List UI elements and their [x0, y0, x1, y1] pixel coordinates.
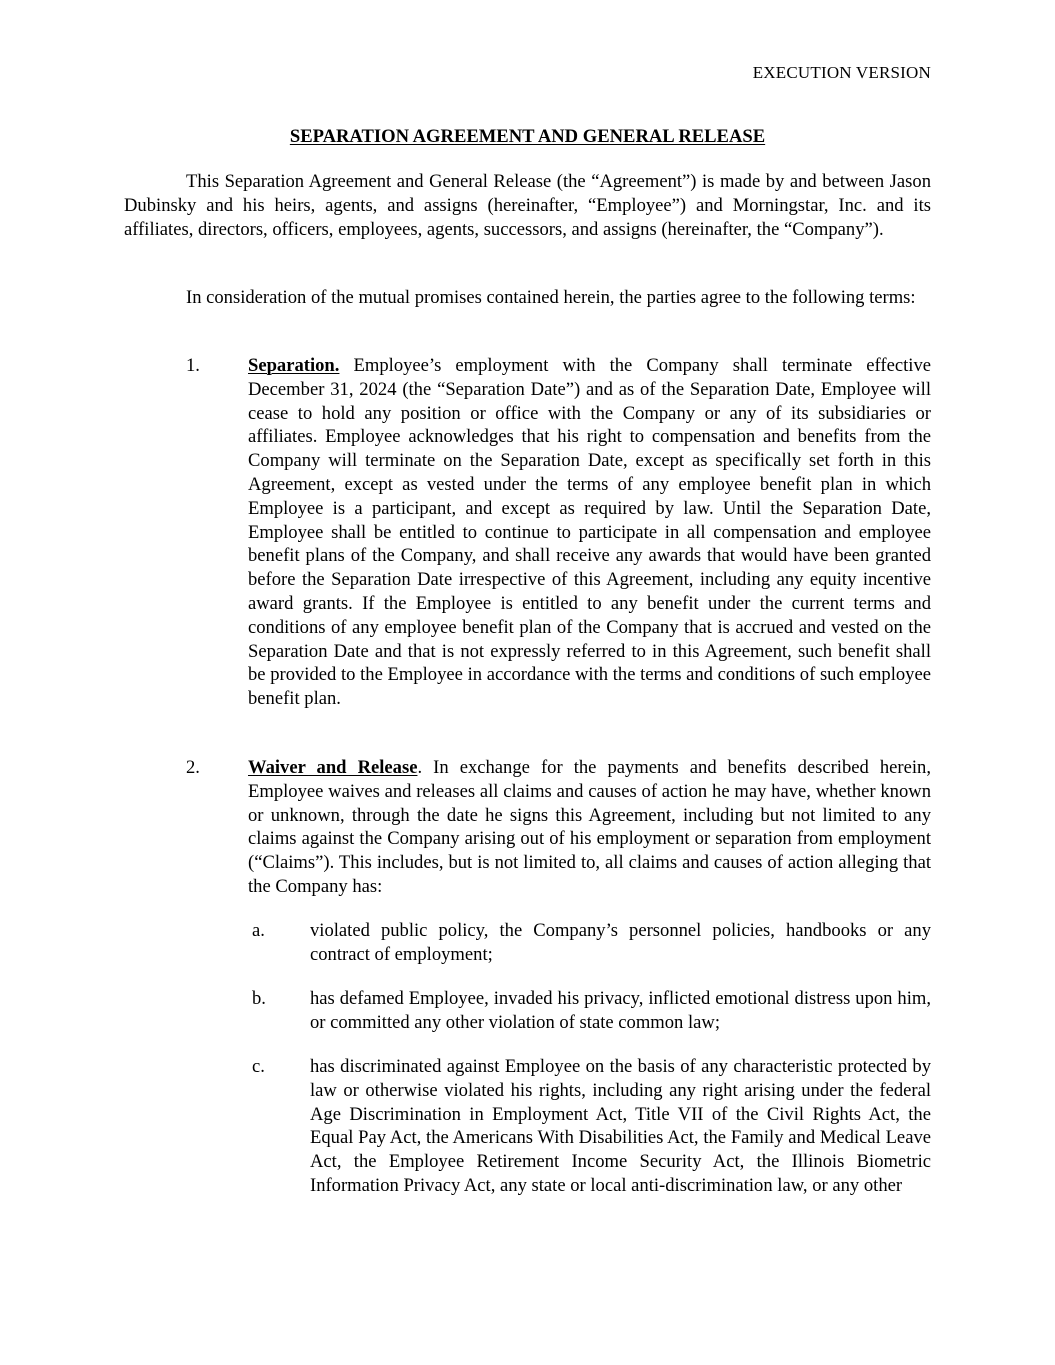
section-heading: Waiver and Release — [248, 757, 418, 778]
section-number: 1. — [186, 355, 200, 376]
section-body — [248, 756, 931, 899]
document-title: SEPARATION AGREEMENT AND GENERAL RELEASE — [289, 126, 766, 147]
section-text: Employee’s employment with the Company shall terminate effective December 31, 2024 (the “Separation Date”) and as of the Separation Date, Employee will cease to hold any position or office with the Company or any of its subsidiaries or affiliates. Employee acknowledges that his right to compensation and benefits from the Company will terminate on the Separation Date, except as specifically set forth in this Agreement, except as vested under the terms of any employee benefit plan in which Employee is a participant, and except as required by law. Until the Separation Date, Employee shall be entitled to continue to participate in all compensation and employee benefit plans of the Company, and shall receive any awards that would have been granted before the Separation Date irrespective of this Agreement, including any equity incentive award grants. If the Employee is entitled to any benefit under the current terms and conditions of any employee benefit plan of the Company that is accrued and vested on the Separation Date and that is not expressly referred to in this Agreement, such benefit shall be provided to the Employee in accordance with the terms and conditions of such employee benefit plan. — [248, 355, 931, 710]
subsection-b — [124, 987, 931, 1035]
section-separation — [124, 354, 931, 711]
subsection-text: violated public policy, the Company’s personnel policies, handbooks or any contract of employment; — [310, 920, 931, 965]
subsection-letter: c. — [252, 1056, 265, 1077]
section-number: 2. — [186, 757, 200, 778]
intro-paragraph: This Separation Agreement and General Release (the “Agreement”) is made by and between Jason Dubinsky and his heirs, agents, and assigns (hereinafter, “Employee”) and Morningstar, Inc. and its affiliates, directors, officers, employees, agents, successors, and assigns (hereinafter, the “Company”). — [124, 171, 931, 240]
subsection-a — [124, 919, 931, 967]
consideration-paragraph: In consideration of the mutual promises contained herein, the parties agree to the following terms: — [186, 287, 916, 308]
subsection-letter: a. — [252, 920, 265, 941]
section-body — [248, 354, 931, 711]
execution-version-label: EXECUTION VERSION — [752, 63, 931, 82]
section-text: . In exchange for the payments and benefits described herein, Employee waives and releases all claims and causes of action he may have, whether known or unknown, through the date he signs this Agreement, including but not limited to any claims against the Company arising out of his employment or separation from employment (“Claims”). This includes, but is not limited to, all claims and causes of action alleging that the Company has: — [248, 757, 931, 897]
subsection-c — [124, 1055, 931, 1198]
subsection-text: has discriminated against Employee on the basis of any characteristic protected by law or otherwise violated his rights, including any right arising under the federal Age Discrimination in Employment Act, Title VII of the Civil Rights Act, the Equal Pay Act, the Americans With Disabilities Act, the Family and Medical Leave Act, the Employee Retirement Income Security Act, the Illinois Biometric Information Privacy Act, any state or local anti-discrimination law, or any other — [310, 1056, 931, 1196]
section-heading: Separation. — [248, 355, 340, 376]
subsection-letter: b. — [252, 988, 266, 1009]
section-waiver-and-release — [124, 756, 931, 899]
subsection-text: has defamed Employee, invaded his privacy, inflicted emotional distress upon him, or committed any other violation of state common law; — [310, 988, 931, 1033]
